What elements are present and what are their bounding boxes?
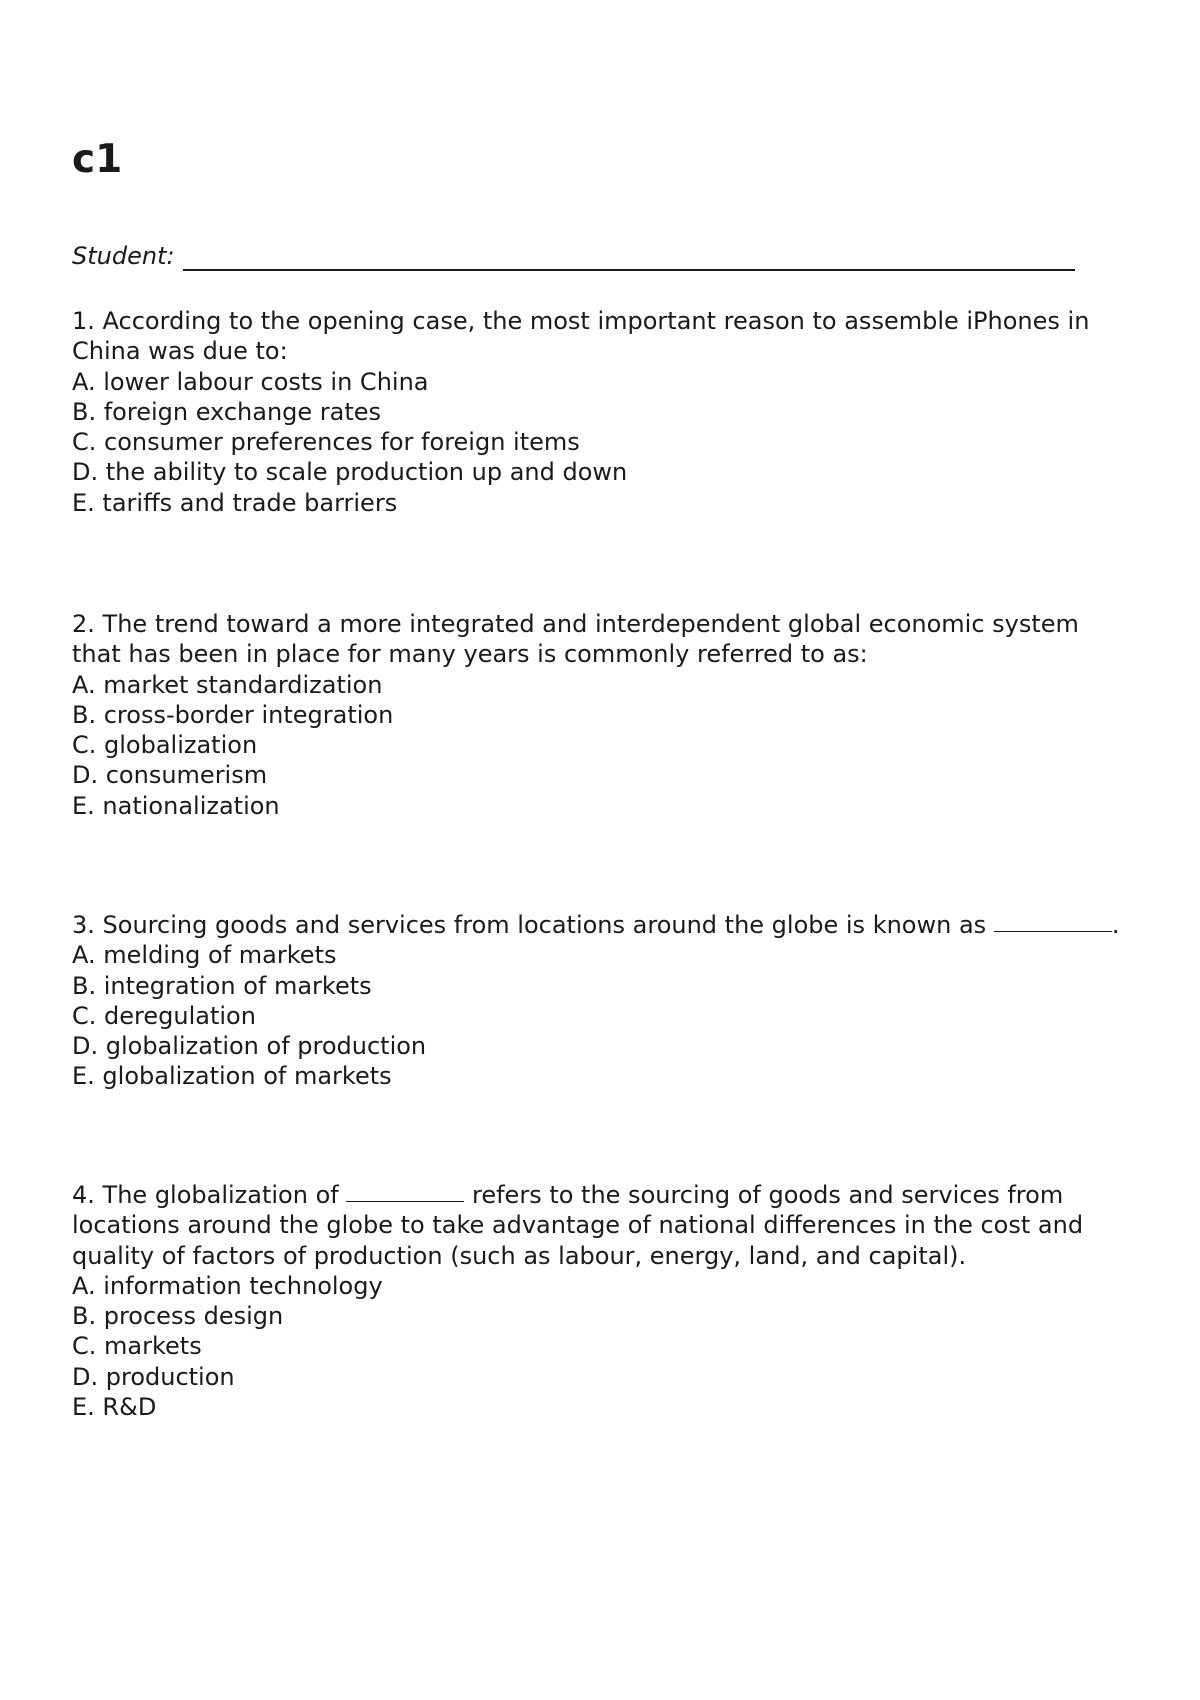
- question-4-text: [72, 1180, 1132, 1271]
- question-4-choice-b[interactable]: B. process design: [72, 1302, 284, 1331]
- question-3-number: 3.: [72, 911, 95, 939]
- question-3-blank: [994, 929, 1112, 932]
- question-2-text: [72, 609, 1132, 670]
- question-2-choice-c[interactable]: C. globalization: [72, 731, 258, 760]
- question-3-choice-b[interactable]: B. integration of markets: [72, 971, 372, 1000]
- question-4: [72, 1180, 1132, 1422]
- question-4-choice-e[interactable]: E. R&D: [72, 1393, 157, 1422]
- question-3-text: [72, 910, 1132, 940]
- question-1-choice-a[interactable]: A. lower labour costs in China: [72, 367, 429, 396]
- question-3-choice-a[interactable]: A. melding of markets: [72, 941, 337, 970]
- question-2-number: 2.: [72, 610, 95, 638]
- question-1-choice-d[interactable]: D. the ability to scale production up and down: [72, 458, 628, 487]
- question-4-prompt-before-blank: The globalization of: [102, 1181, 339, 1209]
- question-1-choice-e[interactable]: E. tariffs and trade barriers: [72, 488, 398, 517]
- question-4-choice-d[interactable]: D. production: [72, 1362, 235, 1391]
- question-1-prompt: According to the opening case, the most important reason to assemble iPhones in China was due to:: [72, 307, 1090, 366]
- question-4-number: 4.: [72, 1181, 95, 1209]
- question-3-choice-d[interactable]: D. globalization of production: [72, 1032, 427, 1061]
- question-1-text: [72, 306, 1132, 367]
- question-2-choice-d[interactable]: D. consumerism: [72, 761, 268, 790]
- question-3-choice-c[interactable]: C. deregulation: [72, 1001, 256, 1030]
- question-3: [72, 910, 1132, 1092]
- question-4-blank: [346, 1199, 464, 1202]
- question-3-prompt-after-blank: .: [1111, 911, 1120, 939]
- question-2-choice-b[interactable]: B. cross-border integration: [72, 700, 394, 729]
- question-2-choice-e[interactable]: E. nationalization: [72, 791, 280, 820]
- question-4-choice-c[interactable]: C. markets: [72, 1332, 202, 1361]
- page-title: c1: [72, 137, 123, 182]
- student-label: Student:: [72, 242, 175, 270]
- question-1: [72, 306, 1132, 518]
- question-1-choice-b[interactable]: B. foreign exchange rates: [72, 397, 382, 426]
- question-2-choice-a[interactable]: A. market standardization: [72, 670, 383, 699]
- question-4-choice-a[interactable]: A. information technology: [72, 1271, 383, 1300]
- question-4-prompt-after-blank: refers to the sourcing of goods and services from locations around the globe to take advantage of national differences in the cost and quality of factors of production (such as labour, energy, land, and capital).: [72, 1181, 1084, 1270]
- student-name-field[interactable]: [183, 241, 1075, 271]
- question-2: [72, 609, 1132, 821]
- question-3-choice-e[interactable]: E. globalization of markets: [72, 1062, 392, 1091]
- student-name-row: [72, 241, 1075, 271]
- question-2-prompt: The trend toward a more integrated and interdependent global economic system that has been in place for many years is commonly referred to as:: [72, 610, 1079, 669]
- question-3-prompt-before-blank: Sourcing goods and services from locations around the globe is known as: [102, 911, 987, 939]
- question-1-number: 1.: [72, 307, 95, 335]
- question-1-choice-c[interactable]: C. consumer preferences for foreign items: [72, 428, 580, 457]
